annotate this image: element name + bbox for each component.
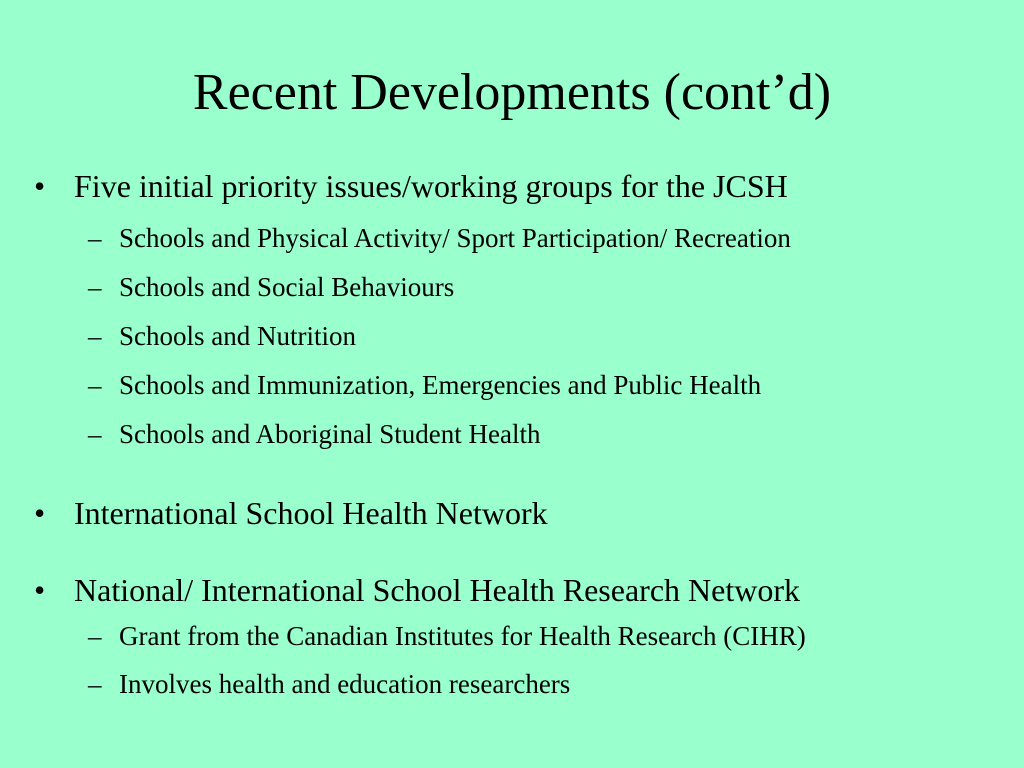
dash-marker: – (88, 669, 102, 699)
sub-item-aboriginal-health (88, 417, 540, 451)
sub-item-text: Grant from the Canadian Institutes for Health Research (CIHR) (119, 621, 806, 651)
sub-item-text: Schools and Aboriginal Student Health (119, 419, 541, 449)
bullet-marker: • (34, 495, 46, 531)
bullet-marker: • (34, 572, 46, 608)
dash-marker: – (88, 321, 102, 351)
bullet-item-research-network (34, 570, 800, 610)
dash-marker: – (88, 272, 102, 302)
bullet-text: Five initial priority issues/working groups for the JCSH (74, 168, 788, 204)
dash-marker: – (88, 621, 102, 651)
sub-item-text: Involves health and education researchers (119, 669, 571, 699)
sub-item-nutrition (88, 319, 356, 353)
sub-item-text: Schools and Nutrition (119, 321, 356, 351)
bullet-item-priority-issues (34, 166, 788, 206)
dash-marker: – (88, 223, 102, 253)
dash-marker: – (88, 419, 102, 449)
sub-item-text: Schools and Immunization, Emergencies and Public Health (119, 370, 762, 400)
sub-item-cihr-grant (88, 619, 806, 653)
bullet-text: International School Health Network (74, 495, 548, 531)
dash-marker: – (88, 370, 102, 400)
sub-item-physical-activity (88, 221, 791, 255)
sub-item-social-behaviours (88, 270, 454, 304)
bullet-item-international-network (34, 493, 548, 533)
sub-item-immunization (88, 368, 761, 402)
slide-title: Recent Developments (cont’d) (192, 64, 832, 121)
bullet-text: National/ International School Health Research Network (74, 572, 800, 608)
sub-item-text: Schools and Physical Activity/ Sport Participation/ Recreation (119, 223, 791, 253)
bullet-marker: • (34, 168, 46, 204)
sub-item-text: Schools and Social Behaviours (119, 272, 455, 302)
sub-item-researchers (88, 667, 570, 701)
